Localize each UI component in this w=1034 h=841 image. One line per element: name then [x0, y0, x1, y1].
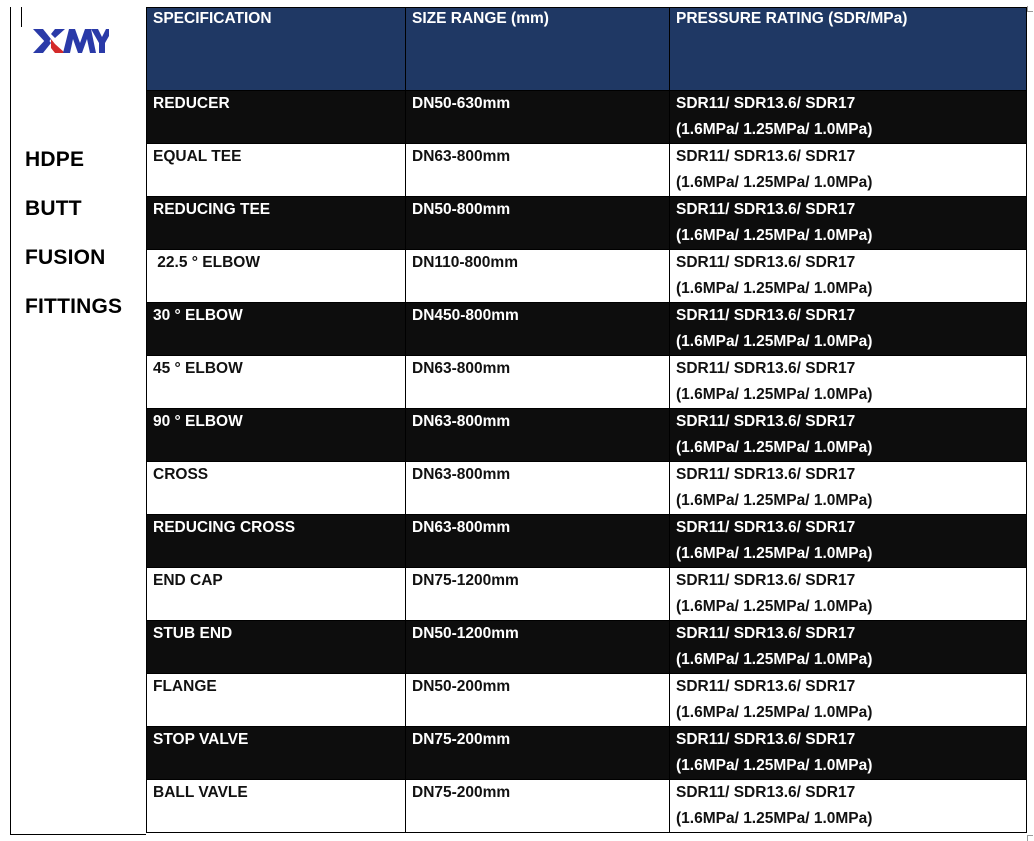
mpa-values: (1.6MPa/ 1.25MPa/ 1.0MPa) — [676, 121, 873, 138]
cell-pressure-rating — [670, 197, 1027, 250]
table-row — [147, 674, 1027, 727]
cell-size-range: DN63-800mm — [406, 356, 670, 409]
table-row — [147, 515, 1027, 568]
sdr-values: SDR11/ SDR13.6/ SDR17 — [676, 784, 856, 801]
sdr-values: SDR11/ SDR13.6/ SDR17 — [676, 254, 856, 271]
mpa-values: (1.6MPa/ 1.25MPa/ 1.0MPa) — [676, 174, 873, 191]
table-row — [147, 91, 1027, 144]
title-line-1: HDPE — [25, 148, 85, 171]
cell-size-range: DN63-800mm — [406, 462, 670, 515]
mpa-values: (1.6MPa/ 1.25MPa/ 1.0MPa) — [676, 280, 873, 297]
cell-size-range: DN110-800mm — [406, 250, 670, 303]
cell-pressure-rating — [670, 91, 1027, 144]
mpa-values: (1.6MPa/ 1.25MPa/ 1.0MPa) — [676, 651, 873, 668]
cell-specification: FLANGE — [147, 674, 406, 727]
cell-specification: REDUCING CROSS — [147, 515, 406, 568]
cell-pressure-rating — [670, 568, 1027, 621]
table-row — [147, 568, 1027, 621]
cell-size-range: DN63-800mm — [406, 515, 670, 568]
mpa-values: (1.6MPa/ 1.25MPa/ 1.0MPa) — [676, 757, 873, 774]
mpa-values: (1.6MPa/ 1.25MPa/ 1.0MPa) — [676, 386, 873, 403]
table-row — [147, 303, 1027, 356]
cell-specification: REDUCER — [147, 91, 406, 144]
cell-specification: STUB END — [147, 621, 406, 674]
cell-size-range: DN75-1200mm — [406, 568, 670, 621]
sdr-values: SDR11/ SDR13.6/ SDR17 — [676, 678, 856, 695]
header-specification: SPECIFICATION — [147, 8, 406, 91]
mpa-values: (1.6MPa/ 1.25MPa/ 1.0MPa) — [676, 333, 873, 350]
cell-pressure-rating — [670, 515, 1027, 568]
sdr-values: SDR11/ SDR13.6/ SDR17 — [676, 625, 856, 642]
sdr-values: SDR11/ SDR13.6/ SDR17 — [676, 572, 856, 589]
cell-specification: CROSS — [147, 462, 406, 515]
sdr-values: SDR11/ SDR13.6/ SDR17 — [676, 148, 856, 165]
header-pressure-rating: PRESSURE RATING (SDR/MPa) — [670, 8, 1027, 91]
product-title — [25, 135, 122, 331]
table-row — [147, 250, 1027, 303]
sdr-values: SDR11/ SDR13.6/ SDR17 — [676, 360, 856, 377]
cell-pressure-rating — [670, 409, 1027, 462]
cell-specification: STOP VALVE — [147, 727, 406, 780]
mpa-values: (1.6MPa/ 1.25MPa/ 1.0MPa) — [676, 810, 873, 827]
cell-size-range: DN50-800mm — [406, 197, 670, 250]
title-line-2: BUTT — [25, 197, 82, 220]
cell-specification: 22.5 ° ELBOW — [147, 250, 406, 303]
title-panel — [10, 7, 146, 835]
page-corner-mark-bottom — [1027, 835, 1033, 841]
cell-specification: END CAP — [147, 568, 406, 621]
cell-pressure-rating — [670, 144, 1027, 197]
spec-table — [146, 7, 1027, 833]
mpa-values: (1.6MPa/ 1.25MPa/ 1.0MPa) — [676, 704, 873, 721]
xmy-logo — [31, 25, 109, 57]
table-row — [147, 462, 1027, 515]
cell-pressure-rating — [670, 303, 1027, 356]
mpa-values: (1.6MPa/ 1.25MPa/ 1.0MPa) — [676, 492, 873, 509]
table-row — [147, 356, 1027, 409]
cell-size-range: DN63-800mm — [406, 409, 670, 462]
cell-pressure-rating — [670, 621, 1027, 674]
cell-size-range: DN50-200mm — [406, 674, 670, 727]
sdr-values: SDR11/ SDR13.6/ SDR17 — [676, 307, 856, 324]
cell-size-range: DN50-1200mm — [406, 621, 670, 674]
sdr-values: SDR11/ SDR13.6/ SDR17 — [676, 95, 856, 112]
cell-pressure-rating — [670, 356, 1027, 409]
cell-pressure-rating — [670, 462, 1027, 515]
title-line-4: FITTINGS — [25, 295, 123, 318]
table-header-row — [147, 8, 1027, 91]
cell-pressure-rating — [670, 780, 1027, 833]
table-row — [147, 197, 1027, 250]
cell-size-range: DN63-800mm — [406, 144, 670, 197]
table-row — [147, 780, 1027, 833]
header-size-range: SIZE RANGE (mm) — [406, 8, 670, 91]
mpa-values: (1.6MPa/ 1.25MPa/ 1.0MPa) — [676, 227, 873, 244]
cell-specification: 30 ° ELBOW — [147, 303, 406, 356]
cell-size-range: DN450-800mm — [406, 303, 670, 356]
cell-pressure-rating — [670, 727, 1027, 780]
mpa-values: (1.6MPa/ 1.25MPa/ 1.0MPa) — [676, 439, 873, 456]
cell-size-range: DN50-630mm — [406, 91, 670, 144]
cell-specification: BALL VAVLE — [147, 780, 406, 833]
cell-size-range: DN75-200mm — [406, 727, 670, 780]
cell-size-range: DN75-200mm — [406, 780, 670, 833]
title-line-3: FUSION — [25, 246, 106, 269]
mpa-values: (1.6MPa/ 1.25MPa/ 1.0MPa) — [676, 598, 873, 615]
table-row — [147, 621, 1027, 674]
mpa-values: (1.6MPa/ 1.25MPa/ 1.0MPa) — [676, 545, 873, 562]
sdr-values: SDR11/ SDR13.6/ SDR17 — [676, 413, 856, 430]
cell-specification: EQUAL TEE — [147, 144, 406, 197]
cell-specification: REDUCING TEE — [147, 197, 406, 250]
sdr-values: SDR11/ SDR13.6/ SDR17 — [676, 519, 856, 536]
cell-pressure-rating — [670, 250, 1027, 303]
cell-specification: 45 ° ELBOW — [147, 356, 406, 409]
cell-pressure-rating — [670, 674, 1027, 727]
cell-specification: 90 ° ELBOW — [147, 409, 406, 462]
table-row — [147, 727, 1027, 780]
sdr-values: SDR11/ SDR13.6/ SDR17 — [676, 466, 856, 483]
sdr-values: SDR11/ SDR13.6/ SDR17 — [676, 201, 856, 218]
page-corner-mark-top — [1027, 6, 1033, 12]
table-row — [147, 144, 1027, 197]
table-row — [147, 409, 1027, 462]
sdr-values: SDR11/ SDR13.6/ SDR17 — [676, 731, 856, 748]
